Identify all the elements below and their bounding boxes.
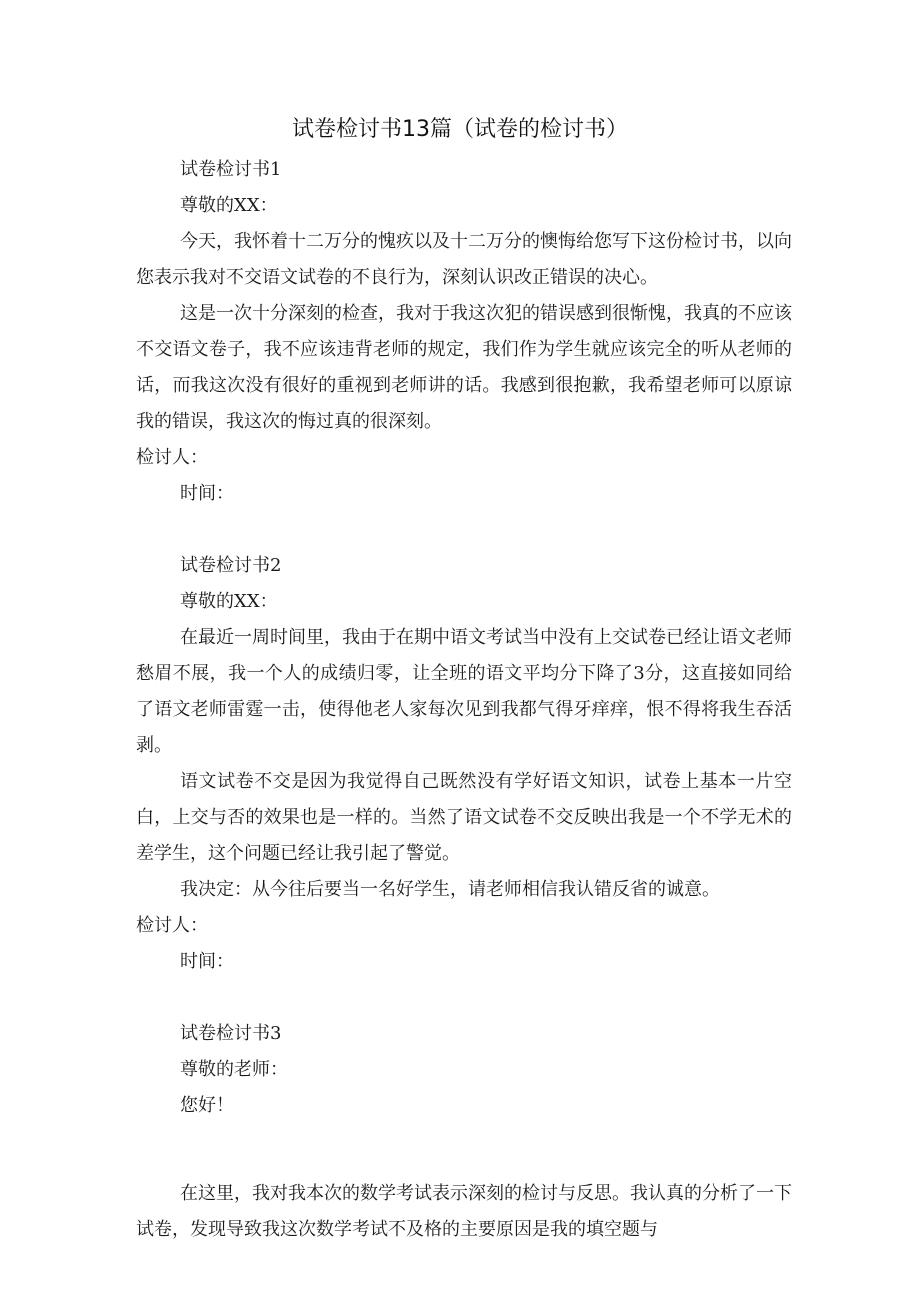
signer-label: 检讨人：	[136, 915, 208, 936]
paragraph: 这是一次十分深刻的检查，我对于我这次犯的错误感到很惭愧，我真的不应该不交语文卷子，我不应该违背老师的规定，我们作为学生就应该完全的听从老师的话，而我这次没有很好的重视到老师讲的话。我感到很抱歉，我希望老师可以原谅我的错误，我这次的悔过真的很深刻。	[136, 303, 792, 432]
paragraph: 今天，我怀着十二万分的愧疚以及十二万分的懊悔给您写下这份检讨书，以向您表示我对不交语文试卷的不良行为，深刻认识改正错误的决心。	[136, 231, 792, 288]
document-body	[136, 152, 792, 1248]
section-1	[136, 152, 792, 512]
section-heading: 试卷检讨书3	[180, 1023, 282, 1044]
spacer	[136, 980, 792, 1016]
salutation: 尊敬的XX：	[180, 195, 278, 216]
spacer	[136, 1124, 792, 1176]
signer-label: 检讨人：	[136, 447, 208, 468]
paragraph: 语文试卷不交是因为我觉得自己既然没有学好语文知识，试卷上基本一片空白，上交与否的效果也是一样的。当然了语文试卷不交反映出我是一个不学无术的差学生，这个问题已经让我引起了警觉。	[136, 771, 792, 864]
document-title: 试卷检讨书13篇（试卷的检讨书）	[292, 117, 628, 142]
section-3	[136, 1016, 792, 1248]
spacer	[136, 512, 792, 548]
paragraph: 我决定：从今往后要当一名好学生，请老师相信我认错反省的诚意。	[180, 879, 720, 900]
paragraph: 在这里，我对我本次的数学考试表示深刻的检讨与反思。我认真的分析了一下试卷，发现导致我这次数学考试不及格的主要原因是我的填空题与	[136, 1183, 792, 1240]
greeting: 您好！	[180, 1095, 234, 1116]
salutation: 尊敬的老师：	[180, 1059, 288, 1080]
time-label: 时间：	[180, 483, 234, 504]
paragraph: 在最近一周时间里，我由于在期中语文考试当中没有上交试卷已经让语文老师愁眉不展，我一个人的成绩归零，让全班的语文平均分下降了3分，这直接如同给了语文老师雷霆一击，使得他老人家每次见到我都气得牙痒痒，恨不得将我生吞活剥。	[136, 627, 792, 756]
time-label: 时间：	[180, 951, 234, 972]
section-heading: 试卷检讨书2	[180, 555, 282, 576]
section-heading: 试卷检讨书1	[180, 159, 282, 180]
section-2	[136, 548, 792, 980]
salutation: 尊敬的XX：	[180, 591, 278, 612]
